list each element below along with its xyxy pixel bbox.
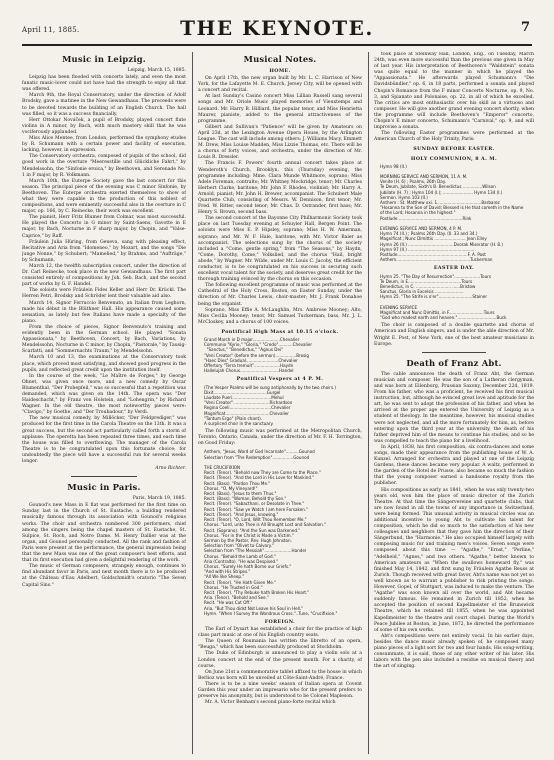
paragraph: There is to be a nine weeks' season of Italian opera at Covent Garden this year under an impresario who for the present prefers to preserve his anonymity, but is understood to be Colonel Mapleson.	[198, 681, 362, 700]
column-left	[22, 52, 186, 754]
subhead-foreign: FOREIGN.	[264, 618, 296, 625]
paragraph: Soprano, Miss Effie A. McLaughlin, Mrs. Ambrose Mooney; Alto, Miss Cecilia Mooney; tenor, Mr. Samuel Tuckerman; bass, Mr. J. L. McCloskey, and a chorus of 100 voices.	[198, 307, 362, 325]
paragraph: The pianist, Herr Fritz Blumer from Colmar, was most successful. He played the Concerto in G minor by Saint-Saens, Gavotte in E major, by Bach, Nocturne in F sharp major, by Chopin, and "Valse-Caprice," by Raff.	[22, 215, 186, 239]
column-divider	[368, 52, 369, 754]
paragraph: The music of German composers, strangely enough, continues to find abundant favor in Paris, and next month there is to be produced at the Château d'Eau Adelbert, Goldschmidt's oratorio "The Seven Capital Sins."	[22, 564, 186, 588]
paragraph: Gilbert and Sullivan's "Patience" will be given by Amateurs on April 23d, at the Lexington Avenue Opera House, by the Arlington League. The cast will include among others: J. Williams Macy, Emmett M. Drew, Miss Louise Madden, Miss Lizzie Thomas, etc. There will be a chorus of forty voices, and orchestra, under the direction of Mr. Louis R. Dressler.	[198, 124, 362, 161]
paragraph: Leipzig has been flooded with concerts lately, and even the most fanatic music-lover could not have had the strength to enjoy all that was offered.	[22, 75, 186, 93]
paragraph: Miss Alice Mentee, from London, performed the symphony etudes by R. Schumann with a certain power and facility of execution, lacking, however, in expression.	[22, 136, 186, 154]
paragraph: The following Easter programmes were performed at the American Church of the Holy Trinity, Paris:	[374, 131, 534, 143]
column-right	[374, 52, 534, 754]
paragraph: March 12, the twelfth subscription concert, under the direction of Dr. Carl Reinecke, took place in the new Gewandhaus. The first part consisted entirely of compositions by Joh. Seb. Bach, and the second part of works by G. F. Handel.	[22, 264, 186, 288]
subhead-sunday-before-easter: SUNDAY BEFORE EASTER.	[413, 146, 495, 153]
subhead-easter-day: EASTER DAY.	[433, 265, 475, 272]
paragraph: The Earl of Dysart has established a choir for the practice of high class part music at one of his English country seats.	[198, 627, 362, 639]
publication-title: THE KEYNOTE.	[180, 16, 374, 40]
column-divider	[192, 52, 193, 754]
paragraph: March 9th, the Royal Conservatory, under the direction of Adolf Brodsky, gave a matinee in the New Gewandhaus. The proceeds were to be devoted towards the building of an English Church. The hall was filled, so it was a success financially.	[22, 93, 186, 117]
paragraph: The choir is composed of a double quartette and chorus of American and English singers, and is under the able direction of Mr. Wright E. Post, of New York, one of the best amateur musicians in Europe.	[374, 323, 534, 347]
paragraph: The Francis F. Powers' fourth annual concert takes place at Wenderoth's Church, Brooklyn, this (Thursday) evening, the programme including: Mme. Clara Munde Whitmore, soprano; Miss Adele Foreman, contralto; Mr. Whitney Mockridge, tenor; Mr. Charles Herbert Clarke, baritone; Mr. John F. Rhodes, violinist; Mr. Harry A. Arnold, pianist; Mr. John H. Brewer, accompanist. The Schubert Male Quartette Club, consisting of Messrs. W. Dennison, first tenor; Mr. Fred. W. Ritter, second tenor; Mr. Chas. D. Ostrander, first bass; Mr. Henry S. Brown, second bass.	[198, 161, 362, 216]
paragraph: His compositions as early as 1841, when he was only twenty-two years old, won him the place of music director of the Zurich Theatre. At that time the Sängervereine and quartette clubs, that are now found in all the towns of any importance in Switzerland, were being formed. This unusual activity in musical circles was an additional incentive to young Abt to cultivate his talent for composition, which he did so much to the satisfaction of his new colleagues and neighbors that they gave him the direction of their Sängerbund, the "Harmonie." He also occupied himself largely with composing music for and training men's voices. Seven songs were composed about this time — "Agathe," "Ernst," "Perline," "Adelheid," "Agnes," and two others. "Agathe," better known to American amateurs as "When the swallows homeward fly," was finished May 14, 1842, and first sung by Fräulein Agathe Reuss at Zurich. Though received with great favor, Abt's name was not yet so well known as to warrant a publisher to risk printing the songs. However, Gopel, of Stuttgart, was induced to make the venture. The "Agathe" was soon known all over the world, and Abt became suddenly famous. He remained in Zurich till 1852, when he accepted the position of second Kapellmeister of the Brunswick Theatre, which he retained till 1855, when he was appointed Kapellmeister to the theatre and court chapel. During the World's Peace Jubilee at Boston, in June, 1872, he directed the performance of some of his own works.	[374, 487, 534, 633]
paragraph: Fräulein Julia Hüring, from Geneva, sang with pleasing effect, Recitative and Aria from "Idomeneo," by Mozart, and the songs "Die junge Nonne," by Schubert; "Mamelied," by Brahms, and "Aufträge," by Schumann.	[22, 239, 186, 263]
program-vespers: (The Vesper Psalms will be sung antiphonally by the two choirs.) Dixit.........................................Gurgel Laudate Pueri..............................Mehul "Veni Creator"............................Richardson Regina Coeli................................Chevalier Magnificat..................................Chevalier "Tantum Ergo" (Plain chant). A surpliced choir in the sanctuary.	[204, 384, 336, 426]
program-easter: Hymn 25. "The Day of Resurrection"....................Tours Te Deum, in E.........................................Tours Benedictus, in C. ........................... ......Bristow Sanctus. Gloria in Excelsis ...................... Hymn 25. "The Strife is o'er"..........................Stainer EVENING SERVICE Magnificat and Nunc Dimittis, in F...........................Tours "God who madest earth and heaven."..............................Buck	[380, 273, 507, 321]
paragraph: Herr Ottokar Nováček, a pupil of Brodsky, played concert flute violins in A minor, by Bach, with much mastery skill that he was vociferously applauded.	[22, 117, 186, 135]
choir-note	[374, 323, 534, 347]
issue-date: April 11, 1885.	[22, 26, 80, 34]
paragraph: The second concert of the Bayonne City Philharmonic Society took place on last Tuesday evening at Schuyler Hall, Bergen Point. The soloists were Miss E. P. Hipsley, soprano; Miss H. W. Amerman, soprano; and Mr. W. F. Hale, baritone, with Mr. Victor Baier as accompanist. The selections sung by the chorus of the society included a "Come, gentle spring," from "The Seasons," by Haydn, "Come, Dorothy, Come," Volkslied, and the chorus "Hail, bright abode," by Wagner. Mr. Wilde, under Mr. Louis C. Jacoby, the efficient conductor, is to be congratulated on his success in securing such excellent vocal talent for the society, and deserves great credit for the thorough training evinced by the chorus on this occasion.	[198, 216, 362, 283]
paragraph: March 10 and 13, the examinations at the Conservatory took place, which proved most satisfying, and showed good progress in the pupils, and reflected great credit upon the institution itself.	[22, 355, 186, 373]
article-title-leipzig: Music in Leipzig.	[62, 54, 146, 64]
paragraph: The soloists were Fräulein Fides Keller and Herr Dr. Krückl. The Herren Petri, Brodsky and Schröder lent their valuable aid also.	[22, 288, 186, 300]
subhead-vespers: Pontifical Vespers at 4 P. M.	[236, 376, 324, 383]
article-title-musical-notes: Musical Notes.	[243, 54, 317, 64]
paragraph: In April, 1838, his first composition, six contra-dances and some songs, made their appearance from the publishing house of W. A. Kunzel. Arranged for orchestra and played at one of the Leipzig Gardens, these dances became very popular. A waltz, performed in the garden of the Hotel de Prusse, also became so much the fashion that the young composer earned a handsome royalty from the publisher.	[374, 444, 534, 487]
notes-body-a	[198, 76, 362, 326]
section-separator	[71, 476, 137, 477]
program-sunday: Hymn 98 (II.) MORNING SERVICE AND SERMON, 11 A. M. Venite (H. 6) ; Psalms, 26th Day. Te Deum, Jubilate, Sixth's B. Benedictus ...............Wilson Jubilate (H. 7) ; Hymn 104 (I.); ....................... Hymn 134 (I.) Sermon. Hymn 103 (II.) Anthem : St. Matthew xxi. 1..................................Barbarez "Hosanna to the Son of David; Blessed is He that cometh in the Name of the Lord; Hosanna in the highest." Postlude..................................................Rink EVENING SERVICE AND SERMON, 4 P. M. Hymn 74 (II.) ; Psalms 26th Day. (II. 33 and 34.) Magnificat ; Nunc Dimittis ........................ Jean Elley Hymn 26 (II.) ...................................Dvorak Miserator (H. 8.) Hymn 97 (II.) .................................................... Postlude......................................................F. A. Post Anthem.........................................................Tuckerman	[380, 163, 524, 263]
dateline-paris: Paris, March 19, 1885.	[132, 496, 186, 502]
paragraph: The Queen of Roumania has written the libretto of an opera, "Beuga," which has been successfully produced at Stockholm.	[198, 639, 362, 651]
notes-body-c	[198, 627, 362, 706]
program-mass: Grand March in D major.....................Chevalier Communio "Kyrie," "Gloria," "Credo"...........Chevalier "Sanctus," "Benedictus," "Agnus Dei" "Veni Creator" (before the sermon)................Brosig "Haec Dies" Gradual.........................Chevalier Offertory "Terra tremuit"....................Haydn Hallelujah Chorus..............................Handel	[204, 337, 313, 374]
paragraph: March 10th, the Euterpe Society gave the last concert for this season. The principal piece of the evening was C minor Sinfonie, by Beethoven. The Euterpe orchestra exerted themselves to show of what they were capable in the production of this noblest of compositions, and were eminently successful also in the overture in C major, op. 166, by C. Reinecke, their work was excellent.	[22, 178, 186, 215]
paragraph: From the choice of pieces, Signor Benvenuto's training and evidently been in the German school. He played "Sonata Appassionata," by Beethoven, Concert, by Bach, Variations, by Mendelssohn, Nocturne in C minor, by Chopin, "Pastorale," by Tausig-Scarlatti, and "Sommernachts Traum," by Mendelssohn.	[22, 324, 186, 355]
paragraph: The cable announces the death of Franz Abt, the German musician and composer. He was the son of a Lutheran clergyman, and was born at Eilenburg, Prussian Saxony, December 22d, 1819. From his father, who was a proficient, he received his first musical instruction, but, although he evinced great love and aptitude for the art, he was sent to adopt the profession of his father, and when he arrived at the proper age entered the University of Leipzig as a student of theology. In the meantime, however, his musical studies were not neglected, and all the more fortunately for him, as, before entering upon the third year at the university, the death of his father deprived him of the means to continue his studies, and so he was compelled to teach the piano for a livelihood.	[374, 371, 534, 444]
masthead	[22, 14, 532, 46]
paragraph: The Duke of Edinburgh is announced to play a violin solo at a London concert at the end of the present month. For a charity, of course.	[198, 651, 362, 669]
author-signature: Arno Richter.	[155, 466, 186, 472]
notes-body-b	[198, 429, 362, 447]
paragraph: The following music was performed at the Metropolitan Church, Toronto, Ontario, Canada, under the direction of Mr. F. H. Torrington, on Good Friday:	[198, 429, 362, 447]
paragraph: At last Sunday's Casino concert Miss Lillian Russell sang several songs and Mr. Oriole Music played memories of Vieuxtemps and Leonard. Mr. Harry B. Hilliard, the popular tenor, and Miss Henrietta Maurer, pianiste, added to the general attractiveness of the programme.	[198, 94, 362, 124]
paragraph: Gounod's new Mass in E flat was performed for the first time on Sunday last in the Church of St. Eustache, a building rendered musically famous through its association with Gounod's religious works. The choir and orchestra numbered 300 performers, chief among the singers being the chapel masters of St. Eustache, St. Sulpice, St. Roch, and Notre Dame. M. Henry Dallier was at the organ, and Gounod personally conducted. All the rank and fashion of Paris were present at the performance, the general impression being that the new Mass was one of the great composer's best efforts, and that its first execution had given a delightful rendering of the work.	[22, 503, 186, 564]
paragraph: March 14, Signor Ferruccio Benvenuto, an Italian from Leghorn, made his début in the Blüthner Hall. His appearance caused some sensation, as lately but few Italians have made a specialty of the piano.	[22, 300, 186, 324]
paragraph: In the course of the week, "Le Maître de Forges," by George Ohnet, was given once more, and a new comedy by Oscar Blumenthal, "Der Probepfeil," was so successful that a repetition was demanded, which was given on the 14th. The opera was "Der Haideschacht," by Franz von Holstein, and "Lohengrin," by Richard Wagner. In the old theatre, the most noteworthy pieces were: "Clavigo," by Goethe, and "Der Troubadour," by Verdi.	[22, 373, 186, 416]
column-middle	[198, 52, 362, 754]
paragraph: Mr. A. Victor Benham's second piano-forte recital which	[205, 700, 336, 706]
paragraph: The Conservatory orchestra, composed of pupils of the school, did good work in the overture "Meeresstille und Glückliche Fahrt," by Mendelssohn, the "Sinfonie eroica," by Beethoven, and Serenade No. 1 in F major, by R. Volkmann.	[22, 154, 186, 178]
section-separator	[422, 352, 486, 353]
article-title-paris: Music in Paris.	[67, 482, 141, 493]
article-title-obituary: Death of Franz Abt.	[406, 357, 502, 368]
notes-continued	[374, 52, 534, 143]
subhead-pontifical-mass: Pontifical High Mass at 10.15 o'clock.	[221, 328, 339, 335]
paragraph: On April 17th, the new organ built by Mr. L. C. Harrison of New York, for the Lafayette M. E. Church, Jersey City, will be opened with a concert and recital.	[198, 76, 362, 94]
paragraph: The new musical comedy, by Millöcker, "Der Feldprediger," was produced for the first time in the Carola Theatre on the 13th. It was a great success, but the second act particularly called forth a storm of applause. The operetta has been repeated three times, and each time the house was filled to overflowing. The manager of the Carola Theatre is to be congratulated upon this fortunate choice; for undoubtedly the piece will have a successful run for several weeks longer.	[22, 416, 186, 464]
page-number: 7	[520, 20, 530, 35]
dateline-leipzig: Leipzig, March 15, 1885.	[127, 68, 186, 73]
subhead-holy-communion: HOLY COMMUNION, 8 A. M.	[410, 155, 498, 162]
article-body-obituary	[374, 372, 534, 671]
paragraph: The following excellent programme of music was performed at the Cathedral of the Holy Cross, Boston, on Easter Sunday, under the direction of Mr. Charles Lewis, choir-master; Mr. J. Frank Donahoe being the organist.	[198, 283, 362, 307]
paragraph: On June 21st a commemorative tablet affixed to the house in which Berlioz was born will be unveiled at Côte-Saint-André, France.	[198, 669, 362, 681]
program-good-friday: Anthem, "Jesus, Word of God Incarnate"..........Gounod Selection from "The Redemption"................Gounod THE CRUCIFIXION Recit. (Tenor). "Behold now They are Come to the Place." Recit. (Tenor). "And the Lord in His Love for Mankind." Recit. (Bass). "Pardon Thou Me." Chorus. "O, My Vineyard!" Recit. (Bass). "Jesus to them Thus." Recit. (Bass). "Woman, Behold thy Son." Recit. (Tenor). "Sabacthani, or Desolate in Thee." Recit. (Tenor). "Saw ye Watch I am here Forsaken." Recit. (Tenor). "And Jesus, knowing." Recit. (Tenor). "O, Lord, Wilt Thou Remember Me." Chorus. "Lord, unto Thee is All Brought Lost and Salvation." Recit. (Soprano). "And the Sun was Darkened." Chorus. "For in the Christ is Made a Victim." Sermon by the Pastor, Rev. Hugh Johnston. Selection from "Olivet to Calvary." Selection from "The Messiah".....................Handel Chorus. "Behold the Lamb of God." Aria (Contralto). "He was Despised." Chorus. "Surely He hath Borne our Griefs." "And with His Stripes." "All We like Sheep." Recit. (Tenor). "He Hath Given Me." Chorus. "He Trusted in God." Recit. (Tenor). "Thy Rebuke hath Broken His Heart." Aria. (Tenor). "Behold and See." Recit. "He was Cut Off." Aria. "But Thou didst Not Leave his Soul in Hell." Hymn. "When I Survey the Wondrous Cross."..Tune, "Crucifixion."	[204, 449, 338, 616]
paragraph: took place at Steinway Hall, London, Eng., on Tuesday, March 24th, was even more successful than the previous one given in May of last year. His interpretation of Beethoven's "Waldstein" sonata was quite equal to the manner in which he played the "Appassionata." He afterwards played Schumann's "Die Davidsbündler," op. 6, in 18 parts, performed a sonata and played Chopin's Romance from the F minor Concerto Nocturne, op. 9, No. 3, and Spianato and Polonaise, op. 22, in all of which he excelled. The critics are most enthusiastic over his skill as a virtuoso and composer. He will give another grand evening concert shortly, when the programme will include Beethoven's "Emperor" concerto, Chopin's E minor concerto, Schumann's "Carnival," op. 9, and will improvise a sonata.	[374, 52, 534, 131]
paragraph: Abt's compositions were not entirely vocal. In his earlier days, besides the dance music already spoken of, he composed many piano pieces of a light sort for two and four hands. His song-writing, consummate, it is said, those of any other writer of his later. His labors with the pen also included a residue on musical theory and the art of singing.	[374, 633, 534, 670]
article-body-leipzig	[22, 75, 186, 465]
article-body-paris	[22, 503, 186, 588]
subhead-home: HOME.	[269, 68, 291, 74]
